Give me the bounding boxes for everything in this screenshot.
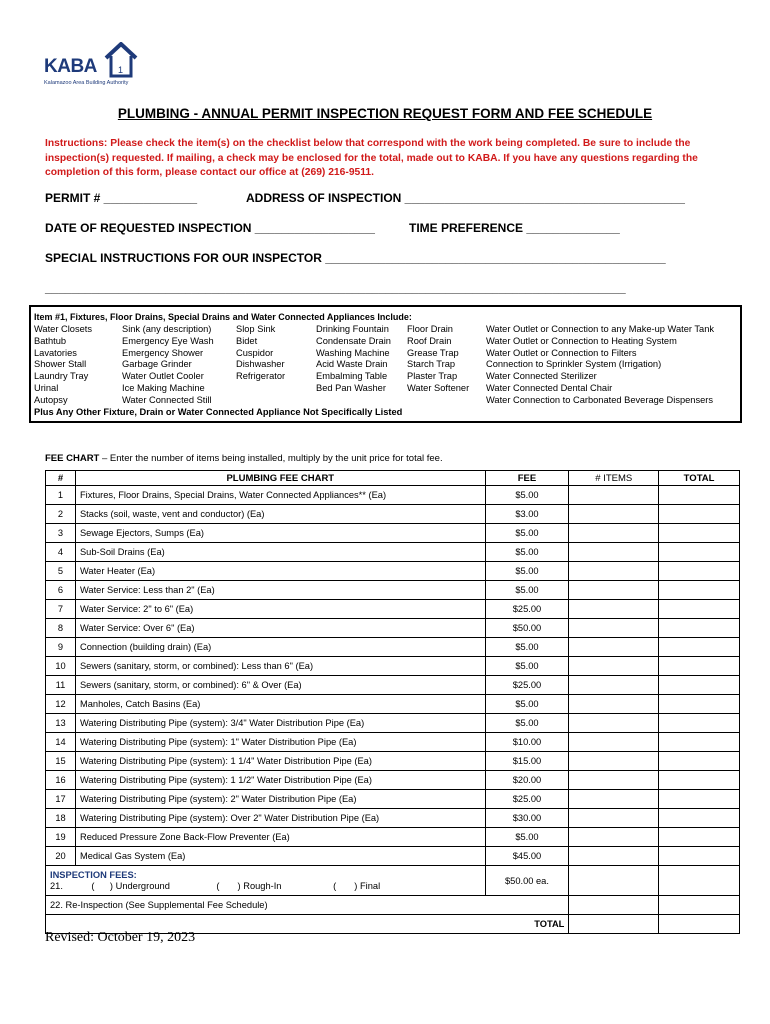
list-item: Autopsy bbox=[34, 394, 68, 405]
list-item: Washing Machine bbox=[316, 347, 390, 358]
row-number: 14 bbox=[46, 733, 76, 752]
row-description: Water Service: 2" to 6" (Ea) bbox=[75, 600, 485, 619]
items-input[interactable] bbox=[569, 847, 659, 866]
total-input[interactable] bbox=[659, 505, 740, 524]
list-item: Water Softener bbox=[407, 382, 470, 393]
row-description: Water Heater (Ea) bbox=[75, 562, 485, 581]
row-fee: $45.00 bbox=[485, 847, 569, 866]
row-fee: $3.00 bbox=[485, 505, 569, 524]
list-item: Water Connected Dental Chair bbox=[486, 382, 613, 393]
total-input[interactable] bbox=[659, 524, 740, 543]
total-input[interactable] bbox=[659, 828, 740, 847]
items-total[interactable] bbox=[569, 915, 659, 934]
item-list-footer: Plus Any Other Fixture, Drain or Water Connected Appliance Not Specifically Listed bbox=[34, 407, 403, 417]
total-input[interactable] bbox=[659, 896, 740, 915]
item-column bbox=[486, 324, 714, 407]
list-item: Cuspidor bbox=[236, 347, 274, 358]
row-fee: $20.00 bbox=[485, 771, 569, 790]
table-row bbox=[46, 752, 740, 771]
row-number: 17 bbox=[46, 790, 76, 809]
fee-table bbox=[45, 470, 740, 934]
special-instructions-line2[interactable]: _______________________________________________________________________________________ bbox=[45, 281, 626, 295]
row-fee: $5.00 bbox=[485, 524, 569, 543]
list-item: Urinal bbox=[34, 382, 59, 393]
total-input[interactable] bbox=[659, 695, 740, 714]
reinspection-row bbox=[46, 896, 740, 915]
items-input[interactable] bbox=[569, 638, 659, 657]
items-input[interactable] bbox=[569, 752, 659, 771]
col-header-desc: PLUMBING FEE CHART bbox=[75, 471, 485, 486]
col-header-num: # bbox=[46, 471, 76, 486]
date-field[interactable]: DATE OF REQUESTED INSPECTION __________________ bbox=[45, 221, 375, 235]
table-row bbox=[46, 562, 740, 581]
row-description: Manholes, Catch Basins (Ea) bbox=[75, 695, 485, 714]
items-input[interactable] bbox=[569, 543, 659, 562]
items-input[interactable] bbox=[569, 896, 659, 915]
svg-text:1: 1 bbox=[118, 65, 124, 75]
row-description: Reduced Pressure Zone Back-Flow Preventer (Ea) bbox=[75, 828, 485, 847]
instructions-text: Instructions: Please check the item(s) on the checklist below that correspond with the work being completed. Be sure to include the inspection(s) requested. If mailing, a check may be enclosed for the total, made out to KABA. If you have any questions regarding the completion of this form, please contact our office at (269) 216-9511. bbox=[45, 138, 698, 178]
list-item: Water Outlet or Connection to Heating System bbox=[486, 335, 677, 346]
table-row bbox=[46, 657, 740, 676]
inspection-fee: $50.00 ea. bbox=[485, 866, 569, 896]
list-item: Water Connection to Carbonated Beverage Dispensers bbox=[486, 394, 714, 405]
row-description: Sewage Ejectors, Sumps (Ea) bbox=[75, 524, 485, 543]
row-fee: $5.00 bbox=[485, 714, 569, 733]
row-number: 4 bbox=[46, 543, 76, 562]
permit-field[interactable]: PERMIT # ______________ bbox=[45, 191, 198, 205]
list-item: Bathtub bbox=[34, 335, 67, 346]
items-input[interactable] bbox=[569, 486, 659, 505]
row-description: Stacks (soil, waste, vent and conductor) (Ea) bbox=[75, 505, 485, 524]
revised-date: Revised: October 19, 2023 bbox=[45, 930, 196, 945]
items-input[interactable] bbox=[569, 790, 659, 809]
row-description: Sewers (sanitary, storm, or combined): Less than 6" (Ea) bbox=[75, 657, 485, 676]
row-description: Fixtures, Floor Drains, Special Drains, Water Connected Appliances** (Ea) bbox=[75, 486, 485, 505]
row-description: Water Service: Less than 2" (Ea) bbox=[75, 581, 485, 600]
row-fee: $25.00 bbox=[485, 600, 569, 619]
list-item: Floor Drain bbox=[407, 324, 453, 334]
total-input[interactable] bbox=[659, 638, 740, 657]
list-item: Plaster Trap bbox=[407, 371, 458, 382]
row-number: 18 bbox=[46, 809, 76, 828]
row-description: Watering Distributing Pipe (system): 1" Water Distribution Pipe (Ea) bbox=[75, 733, 485, 752]
total-input[interactable] bbox=[659, 771, 740, 790]
grand-total[interactable] bbox=[659, 915, 740, 934]
total-input[interactable] bbox=[659, 752, 740, 771]
row-number: 16 bbox=[46, 771, 76, 790]
table-row bbox=[46, 847, 740, 866]
row-description: Watering Distributing Pipe (system): 3/4" Water Distribution Pipe (Ea) bbox=[75, 714, 485, 733]
items-input[interactable] bbox=[569, 524, 659, 543]
list-item: Grease Trap bbox=[407, 347, 459, 358]
table-row bbox=[46, 714, 740, 733]
fee-chart-note: FEE CHART – Enter the number of items being installed, multiply by the unit price for total fee. bbox=[45, 453, 443, 464]
row-fee: $5.00 bbox=[485, 657, 569, 676]
row-number: 5 bbox=[46, 562, 76, 581]
total-input[interactable] bbox=[659, 543, 740, 562]
item-column bbox=[316, 324, 391, 395]
special-instructions-field[interactable]: SPECIAL INSTRUCTIONS FOR OUR INSPECTOR ___________________________________________________ bbox=[45, 251, 666, 265]
table-row bbox=[46, 733, 740, 752]
kaba-logo bbox=[44, 42, 140, 92]
row-number: 10 bbox=[46, 657, 76, 676]
row-fee: $5.00 bbox=[485, 581, 569, 600]
items-input[interactable] bbox=[569, 600, 659, 619]
item-column bbox=[236, 324, 285, 383]
row-description: Connection (building drain) (Ea) bbox=[75, 638, 485, 657]
row-number: 6 bbox=[46, 581, 76, 600]
list-item: Connection to Sprinkler System (Irrigation) bbox=[486, 359, 662, 370]
list-item: Slop Sink bbox=[236, 324, 276, 334]
list-item: Water Outlet or Connection to Filters bbox=[486, 347, 637, 358]
row-description: Watering Distributing Pipe (system): Over 2" Water Distribution Pipe (Ea) bbox=[75, 809, 485, 828]
list-item: Water Outlet or Connection to any Make-up Water Tank bbox=[486, 324, 715, 334]
total-input[interactable] bbox=[659, 562, 740, 581]
row-number: 9 bbox=[46, 638, 76, 657]
list-item: Shower Stall bbox=[34, 359, 87, 370]
list-item: Embalming Table bbox=[316, 371, 388, 382]
items-input[interactable] bbox=[569, 676, 659, 695]
row-fee: $15.00 bbox=[485, 752, 569, 771]
list-item: Emergency Eye Wash bbox=[122, 335, 214, 346]
table-row bbox=[46, 638, 740, 657]
row-fee: $5.00 bbox=[485, 486, 569, 505]
row-number: 7 bbox=[46, 600, 76, 619]
row-number: 15 bbox=[46, 752, 76, 771]
items-input[interactable] bbox=[569, 562, 659, 581]
table-row bbox=[46, 676, 740, 695]
item-column bbox=[407, 324, 469, 395]
total-input[interactable] bbox=[659, 790, 740, 809]
row-number: 3 bbox=[46, 524, 76, 543]
total-input[interactable] bbox=[659, 809, 740, 828]
col-header-total: TOTAL bbox=[659, 471, 740, 486]
inspection-options[interactable]: 21. ( ) Underground ( ) Rough-In ( ) Final bbox=[50, 880, 381, 891]
list-item: Lavatories bbox=[34, 347, 77, 358]
table-row bbox=[46, 771, 740, 790]
list-item: Acid Waste Drain bbox=[316, 359, 388, 370]
row-number: 13 bbox=[46, 714, 76, 733]
logo-subtitle: Kalamazoo Area Building Authority bbox=[44, 80, 129, 86]
list-item: Garbage Grinder bbox=[122, 359, 192, 370]
house-icon bbox=[104, 42, 138, 78]
list-item: Starch Trap bbox=[407, 359, 456, 370]
row-fee: $5.00 bbox=[485, 695, 569, 714]
row-description: Watering Distributing Pipe (system): 1 1/2" Water Distribution Pipe (Ea) bbox=[75, 771, 485, 790]
total-input[interactable] bbox=[659, 657, 740, 676]
row-fee: $30.00 bbox=[485, 809, 569, 828]
list-item: Emergency Shower bbox=[122, 347, 204, 358]
items-input[interactable] bbox=[569, 714, 659, 733]
logo-text: KABA bbox=[44, 56, 97, 77]
row-description: Sub-Soil Drains (Ea) bbox=[75, 543, 485, 562]
items-input[interactable] bbox=[569, 733, 659, 752]
table-row bbox=[46, 790, 740, 809]
items-input[interactable] bbox=[569, 695, 659, 714]
table-row bbox=[46, 695, 740, 714]
list-item: Water Connected Still bbox=[122, 394, 212, 405]
list-item: Water Connected Sterilizer bbox=[486, 371, 597, 382]
total-input[interactable] bbox=[659, 600, 740, 619]
row-description: Medical Gas System (Ea) bbox=[75, 847, 485, 866]
items-input[interactable] bbox=[569, 866, 659, 896]
inspection-fees-cell bbox=[46, 866, 486, 896]
row-description: Watering Distributing Pipe (system): 1 1/4" Water Distribution Pipe (Ea) bbox=[75, 752, 485, 771]
table-row bbox=[46, 524, 740, 543]
inspection-fees-row bbox=[46, 866, 740, 896]
total-input[interactable] bbox=[659, 676, 740, 695]
row-number: 19 bbox=[46, 828, 76, 847]
list-item: Dishwasher bbox=[236, 359, 285, 370]
item-column bbox=[122, 324, 214, 407]
list-item: Bed Pan Washer bbox=[316, 382, 386, 393]
row-number: 8 bbox=[46, 619, 76, 638]
row-number: 12 bbox=[46, 695, 76, 714]
row-fee: $5.00 bbox=[485, 562, 569, 581]
list-item: Drinking Fountain bbox=[316, 324, 389, 334]
row-number: 2 bbox=[46, 505, 76, 524]
row-fee: $5.00 bbox=[485, 638, 569, 657]
item-column bbox=[34, 324, 92, 407]
table-row bbox=[46, 543, 740, 562]
row-fee: $50.00 bbox=[485, 619, 569, 638]
items-input[interactable] bbox=[569, 581, 659, 600]
table-row bbox=[46, 486, 740, 505]
row-fee: $25.00 bbox=[485, 676, 569, 695]
total-label: TOTAL bbox=[46, 915, 569, 934]
total-input[interactable] bbox=[659, 733, 740, 752]
row-description: Sewers (sanitary, storm, or combined): 6" & Over (Ea) bbox=[75, 676, 485, 695]
list-item: Water Closets bbox=[34, 324, 93, 334]
table-row bbox=[46, 619, 740, 638]
list-item: Bidet bbox=[236, 335, 258, 346]
row-description: Watering Distributing Pipe (system): 2" Water Distribution Pipe (Ea) bbox=[75, 790, 485, 809]
row-number: 20 bbox=[46, 847, 76, 866]
table-row bbox=[46, 809, 740, 828]
row-fee: $5.00 bbox=[485, 543, 569, 562]
table-row bbox=[46, 828, 740, 847]
reinspection-label: 22. Re-Inspection (See Supplemental Fee Schedule) bbox=[46, 896, 569, 915]
list-item: Sink (any description) bbox=[122, 324, 212, 334]
row-number: 11 bbox=[46, 676, 76, 695]
col-header-items: # ITEMS bbox=[569, 471, 659, 486]
items-input[interactable] bbox=[569, 771, 659, 790]
list-item: Laundry Tray bbox=[34, 371, 89, 382]
row-fee: $25.00 bbox=[485, 790, 569, 809]
table-row bbox=[46, 600, 740, 619]
row-number: 1 bbox=[46, 486, 76, 505]
list-item: Ice Making Machine bbox=[122, 382, 205, 393]
items-input[interactable] bbox=[569, 657, 659, 676]
item-list-heading: Item #1, Fixtures, Floor Drains, Special Drains and Water Connected Appliances Include: bbox=[34, 312, 412, 322]
total-input[interactable] bbox=[659, 866, 740, 896]
items-input[interactable] bbox=[569, 619, 659, 638]
page-title: PLUMBING - ANNUAL PERMIT INSPECTION REQUEST FORM AND FEE SCHEDULE bbox=[117, 106, 653, 121]
list-item: Condensate Drain bbox=[316, 335, 391, 346]
address-field[interactable]: ADDRESS OF INSPECTION __________________________________________ bbox=[246, 191, 685, 205]
total-input[interactable] bbox=[659, 619, 740, 638]
col-header-fee: FEE bbox=[485, 471, 569, 486]
items-input[interactable] bbox=[569, 809, 659, 828]
list-item: Refrigerator bbox=[236, 371, 286, 382]
items-input[interactable] bbox=[569, 828, 659, 847]
row-description: Water Service: Over 6" (Ea) bbox=[75, 619, 485, 638]
table-row bbox=[46, 505, 740, 524]
table-row bbox=[46, 581, 740, 600]
row-fee: $10.00 bbox=[485, 733, 569, 752]
inspection-fees-title: INSPECTION FEES: bbox=[50, 869, 137, 880]
item-list-box bbox=[29, 305, 742, 423]
list-item: Roof Drain bbox=[407, 335, 452, 346]
total-input[interactable] bbox=[659, 486, 740, 505]
row-fee: $5.00 bbox=[485, 828, 569, 847]
total-input[interactable] bbox=[659, 847, 740, 866]
items-input[interactable] bbox=[569, 505, 659, 524]
list-item: Water Outlet Cooler bbox=[122, 371, 204, 382]
total-input[interactable] bbox=[659, 581, 740, 600]
time-preference-field[interactable]: TIME PREFERENCE ______________ bbox=[409, 221, 620, 235]
total-input[interactable] bbox=[659, 714, 740, 733]
